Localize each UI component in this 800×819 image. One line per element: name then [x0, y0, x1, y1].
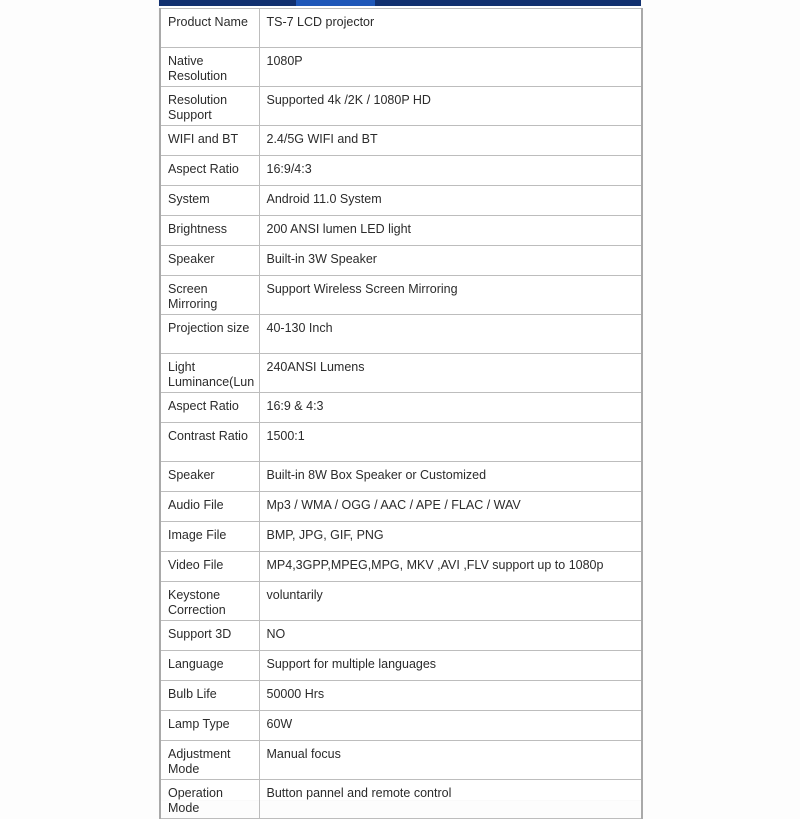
- spec-label: Lamp Type: [160, 711, 259, 741]
- table-row: [160, 354, 642, 393]
- spec-value: 16:9/4:3: [259, 156, 642, 186]
- table-row: [160, 276, 642, 315]
- table-row: [160, 462, 642, 492]
- table-row: [160, 48, 642, 87]
- spec-label: Bulb Life: [160, 681, 259, 711]
- spec-label: Support 3D: [160, 621, 259, 651]
- table-row: [160, 582, 642, 621]
- spec-label: Resolution Support: [160, 87, 259, 126]
- spec-label: Image File: [160, 522, 259, 552]
- spec-value: Button pannel and remote control: [259, 780, 642, 819]
- spec-sheet: [159, 0, 641, 815]
- table-row: [160, 651, 642, 681]
- spec-value: Built-in 3W Speaker: [259, 246, 642, 276]
- spec-value: voluntarily: [259, 582, 642, 621]
- spec-label: Language: [160, 651, 259, 681]
- spec-label: Brightness: [160, 216, 259, 246]
- spec-label: Aspect Ratio: [160, 156, 259, 186]
- spec-label: Light Luminance(Lun: [160, 354, 259, 393]
- table-row: [160, 492, 642, 522]
- spec-label: Screen Mirroring: [160, 276, 259, 315]
- table-row: [160, 552, 642, 582]
- spec-value: TS-7 LCD projector: [259, 9, 642, 48]
- spec-label: Adjustment Mode: [160, 741, 259, 780]
- spec-label: Projection size: [160, 315, 259, 354]
- table-row: [160, 87, 642, 126]
- table-row: [160, 423, 642, 462]
- spec-label: Keystone Correction: [160, 582, 259, 621]
- spec-value: Support for multiple languages: [259, 651, 642, 681]
- spec-table-body: [160, 9, 642, 819]
- table-row: [160, 9, 642, 48]
- table-row: [160, 216, 642, 246]
- table-row: [160, 156, 642, 186]
- spec-label: Operation Mode: [160, 780, 259, 819]
- spec-label: WIFI and BT: [160, 126, 259, 156]
- table-row: [160, 315, 642, 354]
- spec-table: [159, 8, 643, 819]
- spec-value: Manual focus: [259, 741, 642, 780]
- table-row: [160, 246, 642, 276]
- spec-value: 40-130 Inch: [259, 315, 642, 354]
- table-row: [160, 681, 642, 711]
- spec-value: 60W: [259, 711, 642, 741]
- spec-value: Mp3 / WMA / OGG / AAC / APE / FLAC / WAV: [259, 492, 642, 522]
- spec-value: 240ANSI Lumens: [259, 354, 642, 393]
- spec-label: Aspect Ratio: [160, 393, 259, 423]
- spec-value: 2.4/5G WIFI and BT: [259, 126, 642, 156]
- spec-value: BMP, JPG, GIF, PNG: [259, 522, 642, 552]
- spec-value: 1500:1: [259, 423, 642, 462]
- spec-value: NO: [259, 621, 642, 651]
- table-row: [160, 780, 642, 819]
- spec-label: Video File: [160, 552, 259, 582]
- table-row: [160, 186, 642, 216]
- table-row: [160, 741, 642, 780]
- spec-value: Built-in 8W Box Speaker or Customized: [259, 462, 642, 492]
- spec-label: Native Resolution: [160, 48, 259, 87]
- spec-value: Supported 4k /2K / 1080P HD: [259, 87, 642, 126]
- spec-label: Product Name: [160, 9, 259, 48]
- spec-value: 200 ANSI lumen LED light: [259, 216, 642, 246]
- table-row: [160, 621, 642, 651]
- table-row: [160, 393, 642, 423]
- table-row: [160, 711, 642, 741]
- spec-value: MP4,3GPP,MPEG,MPG, MKV ,AVI ,FLV support up to 1080p: [259, 552, 642, 582]
- spec-label: Speaker: [160, 462, 259, 492]
- spec-label: Speaker: [160, 246, 259, 276]
- spec-label: Audio File: [160, 492, 259, 522]
- top-header-bar: [159, 0, 641, 6]
- spec-value: 1080P: [259, 48, 642, 87]
- table-row: [160, 522, 642, 552]
- spec-value: 50000 Hrs: [259, 681, 642, 711]
- spec-label: System: [160, 186, 259, 216]
- spec-value: Support Wireless Screen Mirroring: [259, 276, 642, 315]
- spec-label: Contrast Ratio: [160, 423, 259, 462]
- header-tab-highlight: [296, 0, 375, 6]
- spec-value: Android 11.0 System: [259, 186, 642, 216]
- spec-value: 16:9 & 4:3: [259, 393, 642, 423]
- table-row: [160, 126, 642, 156]
